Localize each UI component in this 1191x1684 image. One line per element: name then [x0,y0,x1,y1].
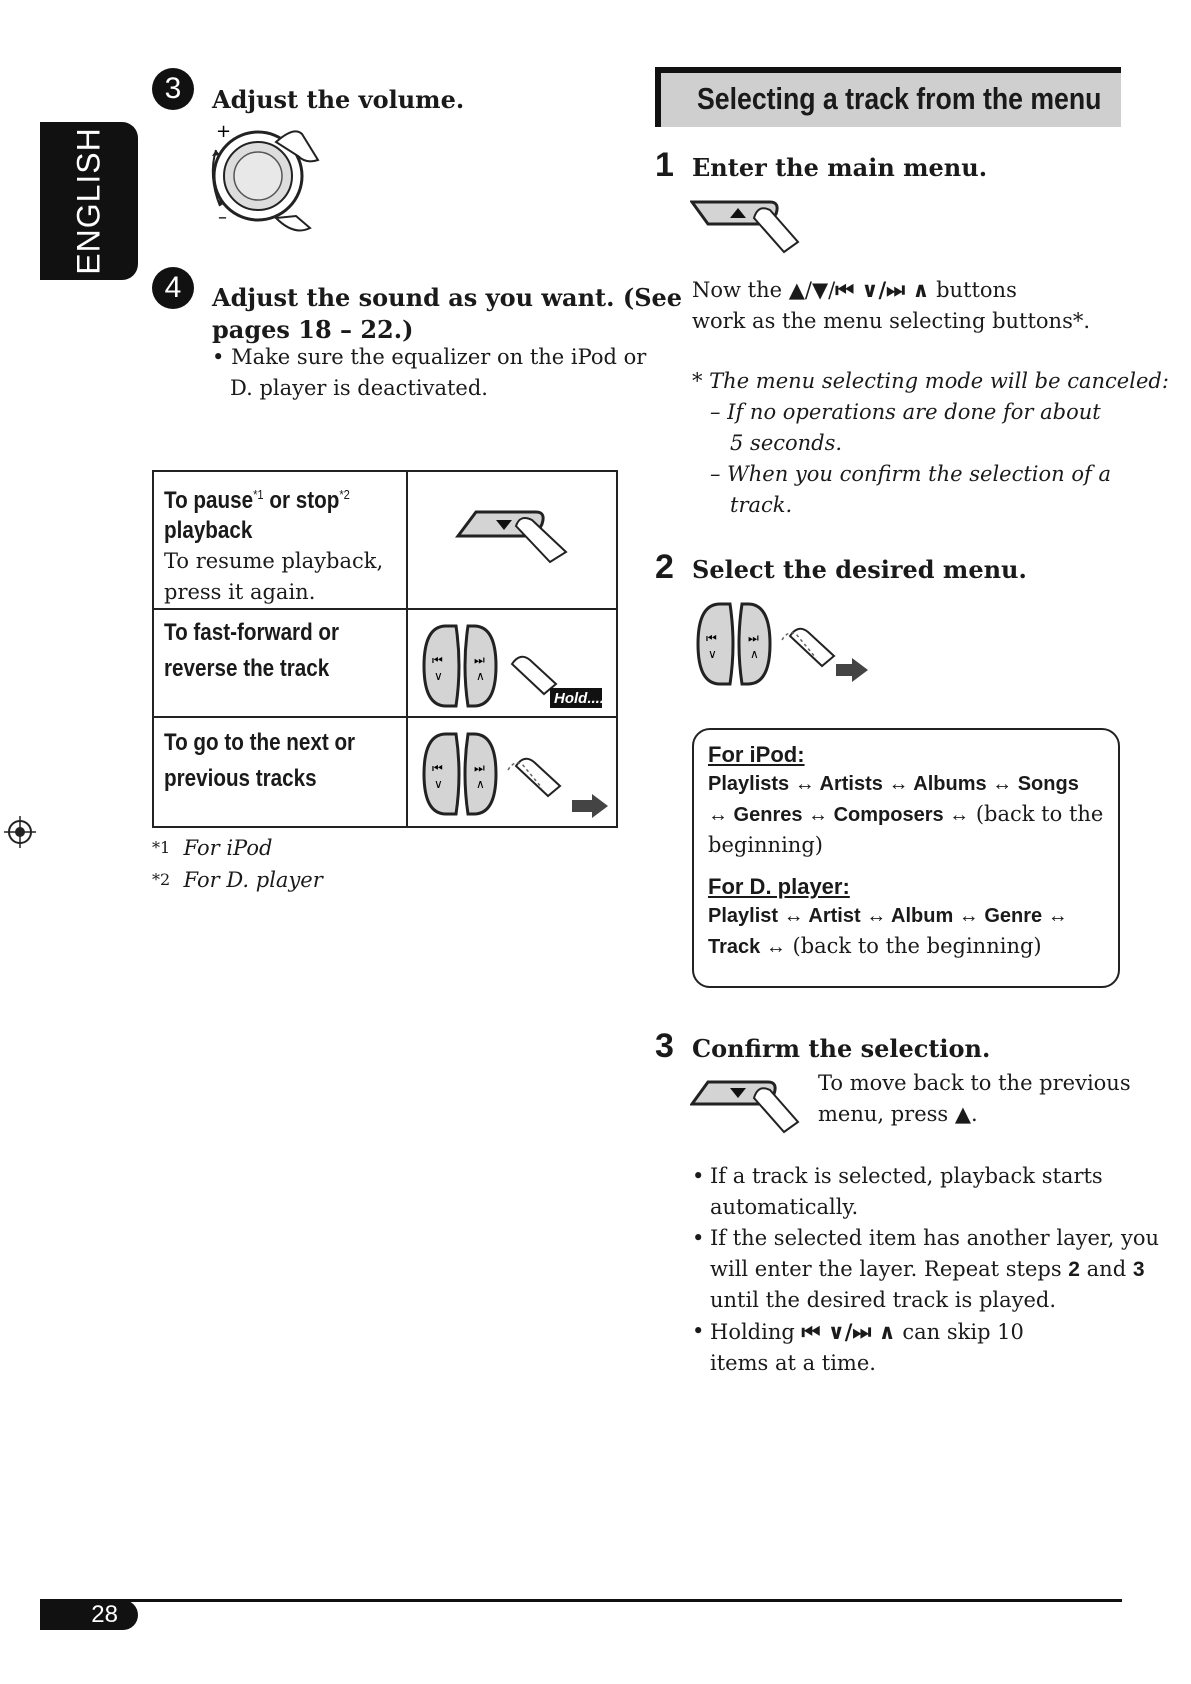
svg-text:Hold....: Hold.... [554,690,604,707]
table-row: To fast-forward or reverse the track [164,619,340,682]
step-4-circle: 4 [152,267,194,309]
step-4-bullet: • Make sure the equalizer on the iPod or D. player is deactivated. [212,345,647,400]
table-row: To pause$^{*1}$ or stop$^{*2}$ playback To resume playback, press it again. [164,487,384,604]
svg-text:∨: ∨ [434,669,443,683]
language-label: ENGLISH [70,127,107,275]
ipod-heading: For iPod: [708,742,805,767]
svg-text:∧: ∧ [750,647,759,661]
list-item: • Holding ⏮ ∨/⏭ ∧ can skip 10 items at a time. [692,1316,1159,1379]
footer-rule [40,1599,1122,1602]
svg-text:⏭: ⏭ [748,631,759,645]
step-3-heading: Adjust the volume. [212,85,465,114]
list-item: • If the selected item has another layer, you will enter the layer. Repeat steps 2 and 3 until the desired track is played. [692,1223,1159,1316]
language-tab [40,122,138,280]
step-4-heading: Adjust the sound as you want. (See pages 18 – 22.) [212,283,683,344]
step-3-right-number: 3 [655,1027,674,1065]
table-row: To go to the next or previous tracks [164,729,356,792]
dplayer-heading: For D. player: [708,874,850,899]
operations-table [152,470,618,828]
footnotes: $^{*1}$ For iPod $^{*2}$ For D. player [152,836,323,892]
menu-order-box: For iPod: Playlists ↔ Artists ↔ Albums ↔ Songs ↔ Genres ↔ Composers ↔ (back to the beginning) For D. player: Playlist ↔ Artist ↔ Album ↔ Genre ↔ Track ↔ (back to the beginning) [692,728,1120,988]
step-1-number: 1 [655,146,674,184]
svg-text:∨: ∨ [434,777,443,791]
volume-knob-illustration [206,120,326,245]
skip-buttons-select-illustration [690,600,890,692]
step-1-note: * The menu selecting mode will be canceled: – If no operations are done for about 5 seconds. – When you confirm the selection of a track. [692,369,1169,517]
svg-text:+: + [216,121,232,142]
skip-buttons-press-illustration [416,730,616,820]
svg-text:⏮: ⏮ [432,761,443,775]
svg-text:⏮: ⏮ [706,631,717,645]
step-3-right-heading: Confirm the selection. [692,1034,991,1063]
svg-text:∨: ∨ [708,647,717,661]
step-2-number: 2 [655,548,674,586]
section-title: Selecting a track from the menu [655,67,1121,127]
svg-text:∧: ∧ [476,669,485,683]
step-3-circle: 3 [152,68,194,110]
list-item: • If a track is selected, playback starts automatically. [692,1161,1159,1223]
step-1-description: Now the ▲/▼/⏮ ∨/⏭ ∧ buttons work as the menu selecting buttons*. [692,277,1091,333]
step-1-heading: Enter the main menu. [692,153,988,182]
svg-text:⏭: ⏭ [474,653,485,667]
down-button-confirm-illustration [690,1076,810,1140]
page-number: 28 [91,1601,118,1628]
registration-mark-icon [4,816,36,848]
svg-text:∧: ∧ [476,777,485,791]
up-button-illustration [690,196,810,260]
svg-text:⏭: ⏭ [474,761,485,775]
step-3-right-side-text: To move back to the previous menu, press ▲. [818,1071,1131,1126]
svg-text:–: – [218,207,227,228]
page-number-tab [40,1600,138,1630]
step-3-right-bullets [692,1161,1159,1379]
svg-text:⏮: ⏮ [432,653,443,667]
step-2-heading: Select the desired menu. [692,555,1027,584]
skip-buttons-hold-illustration [416,622,616,712]
down-button-illustration [454,502,584,582]
